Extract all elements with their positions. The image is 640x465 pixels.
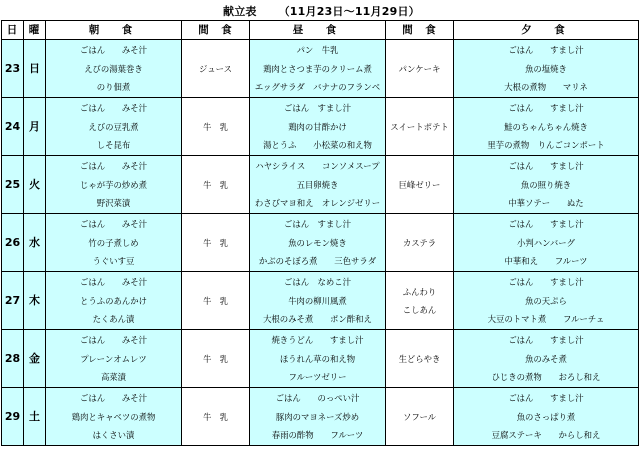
weekday-cell: 日 [24,40,46,98]
dinner-cell [454,214,639,272]
snack2-cell [386,40,454,98]
menu-item: こしあん [402,304,437,315]
menu-item: 鮭のちゃんちゃん焼き [504,121,588,132]
menu-item: のり佃煮 [96,82,131,93]
snack2-cell [386,388,454,446]
menu-item: 中華ソテー ぬた [508,198,584,209]
menu-item: 焼きうどん すまし汁 [271,335,364,346]
lunch-cell [250,40,386,98]
menu-item: パン 牛乳 [296,45,339,56]
menu-item: はくさい漬 [92,430,135,441]
weekday-cell: 金 [24,330,46,388]
menu-item: ごはん みそ汁 [80,103,147,114]
menu-item: わさびマヨ和え オレンジゼリー [254,198,381,209]
snack1-cell [182,272,250,330]
date-cell: 28 [2,330,24,388]
menu-item: ごはん みそ汁 [80,161,147,172]
snack2-cell [386,272,454,330]
lunch-cell [250,156,386,214]
snack1-cell [182,156,250,214]
menu-item: 豚肉のマヨネーズ炒め [275,411,360,422]
snack1-cell [182,214,250,272]
header-breakfast: 朝 食 [46,21,182,40]
menu-item: ごはん すまし汁 [508,103,584,114]
snack2-cell [386,214,454,272]
menu-item: プレーンオムレツ [80,353,147,364]
snack2-cell [386,330,454,388]
period-text: （11月23日～11月29日） [278,5,420,18]
menu-item: ごはん みそ汁 [80,393,147,404]
lunch-cell [250,388,386,446]
dinner-cell [454,388,639,446]
menu-item: じゃが芋の炒め煮 [80,179,147,190]
menu-item: ごはん みそ汁 [80,45,147,56]
date-cell: 29 [2,388,24,446]
lunch-cell [250,330,386,388]
title-text: 献立表 [223,5,257,18]
menu-item: ひじきの煮物 おろし和え [491,372,601,383]
header-snack1: 間 食 [182,21,250,40]
menu-item: 魚のさっぱり煮 [516,411,576,422]
title-row [0,0,640,20]
menu-item: エッグサラダ バナナのフランベ [254,82,381,93]
menu-item: 豆腐ステーキ からし和え [491,430,601,441]
day-row [2,40,639,98]
dinner-cell [454,330,639,388]
menu-item: 鶏肉の甘酢かけ [288,121,347,132]
menu-item: ふんわり [402,286,437,297]
menu-item: 竹の子煮しめ [88,237,139,248]
date-cell: 24 [2,98,24,156]
menu-item: スイートポテト [390,121,449,132]
day-row [2,388,639,446]
menu-item: ごはん なめこ汁 [284,277,351,288]
weekday-cell: 土 [24,388,46,446]
header-dinner: 夕 食 [454,21,639,40]
date-cell: 26 [2,214,24,272]
menu-item: ごはん すまし汁 [508,393,584,404]
menu-item: 小判ハンバーグ [516,237,576,248]
header-lunch: 昼 食 [250,21,386,40]
snack1-cell [182,388,250,446]
menu-item: 魚の塩焼き [525,63,567,74]
header-weekday: 曜 [24,21,46,40]
menu-item: 大根のみそ煮 ポン酢和え [263,314,372,325]
menu-item: 牛 乳 [202,237,229,248]
menu-item: 大豆のトマト煮 フルーチェ [487,314,605,325]
snack2-cell [386,98,454,156]
menu-table [1,20,639,446]
breakfast-cell [46,98,182,156]
breakfast-cell [46,388,182,446]
day-row [2,214,639,272]
day-row [2,272,639,330]
menu-item: ごはん すまし汁 [508,45,584,56]
header-snack2: 間 食 [386,21,454,40]
snack1-cell [182,330,250,388]
menu-item: 春雨の酢物 フルーツ [271,430,364,441]
menu-item: 湯とうふ 小松菜の和え物 [263,140,372,151]
header-date: 日 [2,21,24,40]
date-cell: 23 [2,40,24,98]
day-row [2,330,639,388]
menu-item: 野沢菜漬 [96,198,131,209]
date-cell: 25 [2,156,24,214]
menu-item: ごはん すまし汁 [284,103,351,114]
menu-item: ソフール [402,411,437,422]
menu-item: 牛 乳 [202,295,229,306]
menu-item: 鶏肉とさつま芋のクリーム煮 [263,63,372,74]
weekday-cell: 木 [24,272,46,330]
menu-item: えびの豆乳煮 [88,121,139,132]
snack1-cell [182,40,250,98]
breakfast-cell [46,272,182,330]
menu-item: ごはん すまし汁 [508,161,584,172]
menu-item: フルーツゼリー [288,372,347,383]
menu-item: 牛 乳 [202,411,229,422]
menu-item: 大根の煮物 マリネ [504,82,588,93]
weekday-cell: 水 [24,214,46,272]
dinner-cell [454,98,639,156]
menu-item: しそ昆布 [96,140,131,151]
menu-item: かぶのそぼろ煮 三色サラダ [258,256,377,267]
menu-title [223,3,420,19]
menu-body [2,40,639,446]
menu-item: 牛 乳 [202,121,229,132]
menu-item: ごはん みそ汁 [80,219,147,230]
menu-item: うぐいす豆 [92,256,135,267]
day-row [2,98,639,156]
menu-item: 高菜漬 [100,372,127,383]
lunch-cell [250,214,386,272]
menu-item: ごはん すまし汁 [508,335,584,346]
menu-item: 生どらやき [398,353,441,364]
menu-item: 牛 乳 [202,179,229,190]
weekday-cell: 月 [24,98,46,156]
menu-item: ごはん みそ汁 [80,335,147,346]
menu-item: とうふのあんかけ [80,295,147,306]
menu-item: ごはん すまし汁 [508,277,584,288]
menu-item: 里芋の煮物 りんごコンポート [487,140,605,151]
dinner-cell [454,272,639,330]
menu-item: たくあん漬 [92,314,135,325]
menu-item: 鶏肉とキャベツの煮物 [71,411,156,422]
menu-item: 牛 乳 [202,353,229,364]
menu-item: ハヤシライス コンソメスープ [255,161,380,172]
day-row [2,156,639,214]
menu-item: 中華和え フルーツ [504,256,588,267]
date-cell: 27 [2,272,24,330]
menu-item: ジュース [199,63,232,74]
dinner-cell [454,40,639,98]
menu-item: カステラ [402,237,437,248]
menu-item: 魚のレモン焼き [288,237,347,248]
lunch-cell [250,98,386,156]
menu-item: 牛肉の柳川風煮 [288,295,347,306]
lunch-cell [250,272,386,330]
menu-item: ごはん みそ汁 [80,277,147,288]
breakfast-cell [46,40,182,98]
menu-item: 魚の照り焼き [520,179,572,190]
menu-item: ごはん すまし汁 [284,219,351,230]
snack1-cell [182,98,250,156]
menu-item: 五目卵焼き [296,179,339,190]
header-row [2,21,639,40]
menu-item: ほうれん草の和え物 [279,353,356,364]
dinner-cell [454,156,639,214]
breakfast-cell [46,156,182,214]
weekday-cell: 火 [24,156,46,214]
menu-item: 魚の天ぷら [525,295,567,306]
menu-item: パンケーキ [398,63,441,74]
menu-item: えびの湯葉巻き [84,63,143,74]
menu-item: ごはん のっぺい汁 [275,393,360,404]
menu-item: 魚のみそ煮 [525,353,567,364]
menu-item: 巨峰ゼリー [398,179,441,190]
breakfast-cell [46,214,182,272]
breakfast-cell [46,330,182,388]
menu-item: ごはん すまし汁 [508,219,584,230]
snack2-cell [386,156,454,214]
